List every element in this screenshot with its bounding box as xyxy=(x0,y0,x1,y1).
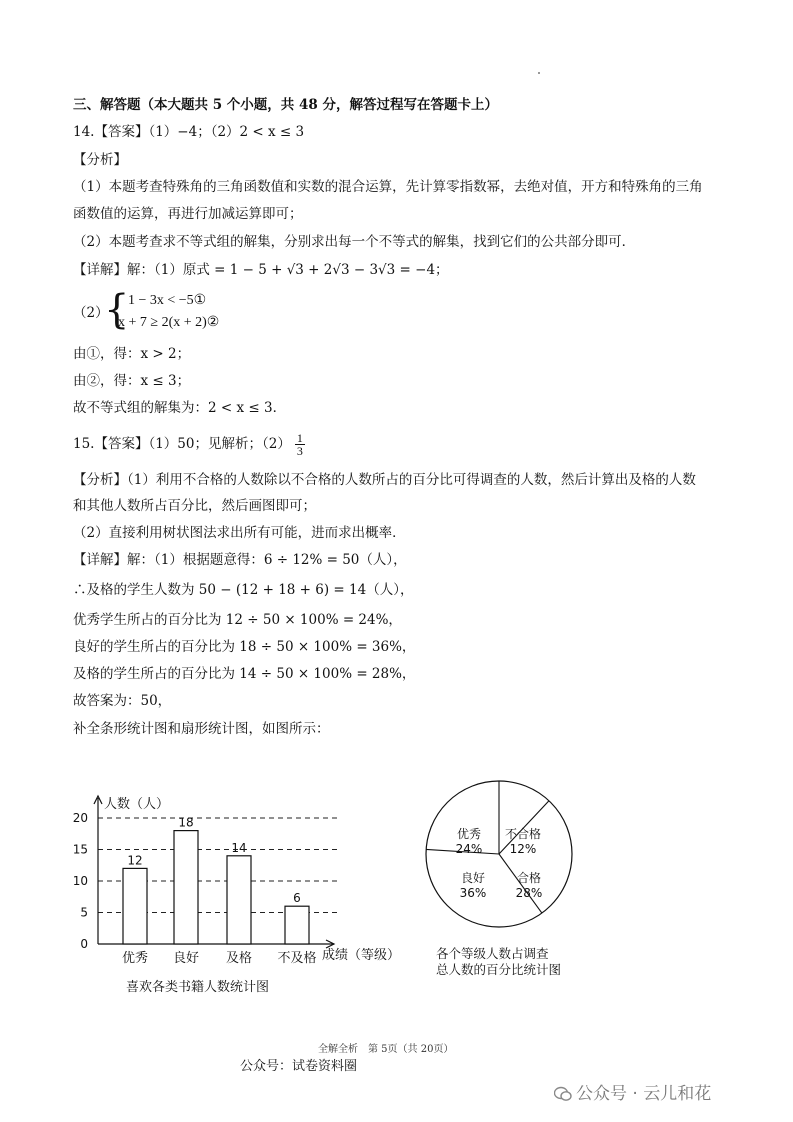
q15-detail-3: 优秀学生所占的百分比为 12 ÷ 50 × 100% = 24%， xyxy=(73,612,402,628)
pie-slice-label: 良好 xyxy=(460,871,486,885)
pie-slice-percent: 28% xyxy=(515,886,543,900)
q14-detail-1: 【详解】解：（1）原式 = 1 − 5 + √3 + 2√3 − 3√3 = −4； xyxy=(73,262,449,278)
x-category-label: 及格 xyxy=(225,951,253,966)
q15-analysis-1b: 和其他人数所占百分比，然后画图即可； xyxy=(73,498,316,514)
q14-analysis-2: （2）本题考查求不等式组的解集，分别求出每一个不等式的解集，找到它们的公共部分即可． xyxy=(73,234,636,250)
speck-mark xyxy=(538,72,540,74)
pie-chart-title-line2: 总人数的百分比统计图 xyxy=(436,962,562,977)
bar xyxy=(285,906,309,944)
bar xyxy=(123,868,147,944)
q14-analysis-1a: （1）本题考查特殊角的三角函数值和实数的混合运算，先计算零指数幂，去绝对值，开方和特殊角的三角 xyxy=(73,179,703,195)
pie-chart-title-line1: 各个等级人数占调查 xyxy=(436,946,549,961)
q14-system-eq1: 1 − 3x < −5① xyxy=(128,293,207,308)
left-brace: { xyxy=(104,287,130,333)
pie-slice-label: 不合格 xyxy=(504,827,542,841)
q15-answer xyxy=(73,432,305,457)
section-title: 三、解答题（本大题共 5 个小题，共 48 分，解答过程写在答题卡上） xyxy=(73,97,498,113)
q14-answer: 14.【答案】（1）−4；（2）2 < x ≤ 3 xyxy=(73,124,305,140)
watermark xyxy=(554,1079,711,1104)
bar-chart-xlabel: 成绩（等级） xyxy=(322,948,401,963)
pie-slice-percent: 12% xyxy=(509,842,537,856)
bar xyxy=(174,831,198,944)
gzh-label: 公众号：试卷资料圈 xyxy=(240,1059,358,1074)
q15-answer-prefix: 15.【答案】（1）50；见解析；（2） xyxy=(73,436,291,452)
y-tick-label: 0 xyxy=(80,937,88,951)
bar-value-label: 18 xyxy=(178,815,194,830)
fraction-one-third xyxy=(295,432,305,457)
x-category-label: 不及格 xyxy=(277,951,317,966)
bar-chart-ylabel: 人数（人） xyxy=(104,797,170,812)
q15-detail-2: ∴及格的学生人数为 50 − (12 + 18 + 6) = 14（人）， xyxy=(73,582,414,598)
fraction-denominator: 3 xyxy=(296,444,303,458)
q15-analysis-2: （2）直接利用树状图法求出所有可能，进而求出概率． xyxy=(73,525,406,541)
q14-step-1: 由①，得：x > 2； xyxy=(73,346,191,362)
x-category-label: 良好 xyxy=(172,951,200,966)
q14-system-label: （2） xyxy=(73,305,109,321)
pie-slice-label: 优秀 xyxy=(456,827,482,841)
q14-analysis-1b: 函数值的运算，再进行加减运算即可； xyxy=(73,206,303,222)
q14-conclusion: 故不等式组的解集为：2 < x ≤ 3． xyxy=(73,400,287,416)
wechat-icon xyxy=(554,1086,572,1102)
pie-slice-label: 合格 xyxy=(516,871,542,885)
watermark-text: 公众号 · 云儿和花 xyxy=(576,1084,712,1104)
pie-slice-percent: 24% xyxy=(455,842,483,856)
bar xyxy=(227,856,251,944)
q15-detail-5: 及格的学生所占的百分比为 14 ÷ 50 × 100% = 28%， xyxy=(73,666,416,682)
q15-detail-6: 故答案为：50， xyxy=(73,693,172,709)
fraction-numerator: 1 xyxy=(296,431,303,445)
q15-detail-1: 【详解】解：（1）根据题意得：6 ÷ 12% = 50（人）， xyxy=(73,552,407,568)
y-tick-label: 15 xyxy=(72,842,88,857)
bar-value-label: 6 xyxy=(293,891,301,906)
y-tick-label: 10 xyxy=(72,874,88,888)
y-tick-label: 5 xyxy=(80,905,88,920)
q14-step-2: 由②，得：x ≤ 3； xyxy=(73,373,191,389)
q14-system-eq2: x + 7 ≥ 2(x + 2)② xyxy=(118,315,220,330)
x-category-label: 优秀 xyxy=(121,951,149,966)
pie-slice-percent: 36% xyxy=(459,886,487,900)
page-info: 全解全析 第 5页（共 20页） xyxy=(318,1044,454,1055)
q15-detail-7: 补全条形统计图和扇形统计图，如图所示： xyxy=(73,721,330,737)
pie-chart xyxy=(418,780,593,985)
q15-analysis-1a: 【分析】（1）利用不合格的人数除以不合格的人数所占的百分比可得调查的人数，然后计算出及格的人数 xyxy=(73,472,696,488)
q15-detail-4: 良好的学生所占的百分比为 18 ÷ 50 × 100% = 36%， xyxy=(73,639,416,655)
y-tick-label: 20 xyxy=(72,811,88,825)
bar-value-label: 12 xyxy=(127,853,143,868)
q14-analysis-head: 【分析】 xyxy=(73,152,127,168)
bar-value-label: 14 xyxy=(231,840,247,855)
bar-chart-title: 喜欢各类书籍人数统计图 xyxy=(126,980,270,995)
bar-chart xyxy=(60,780,420,1000)
